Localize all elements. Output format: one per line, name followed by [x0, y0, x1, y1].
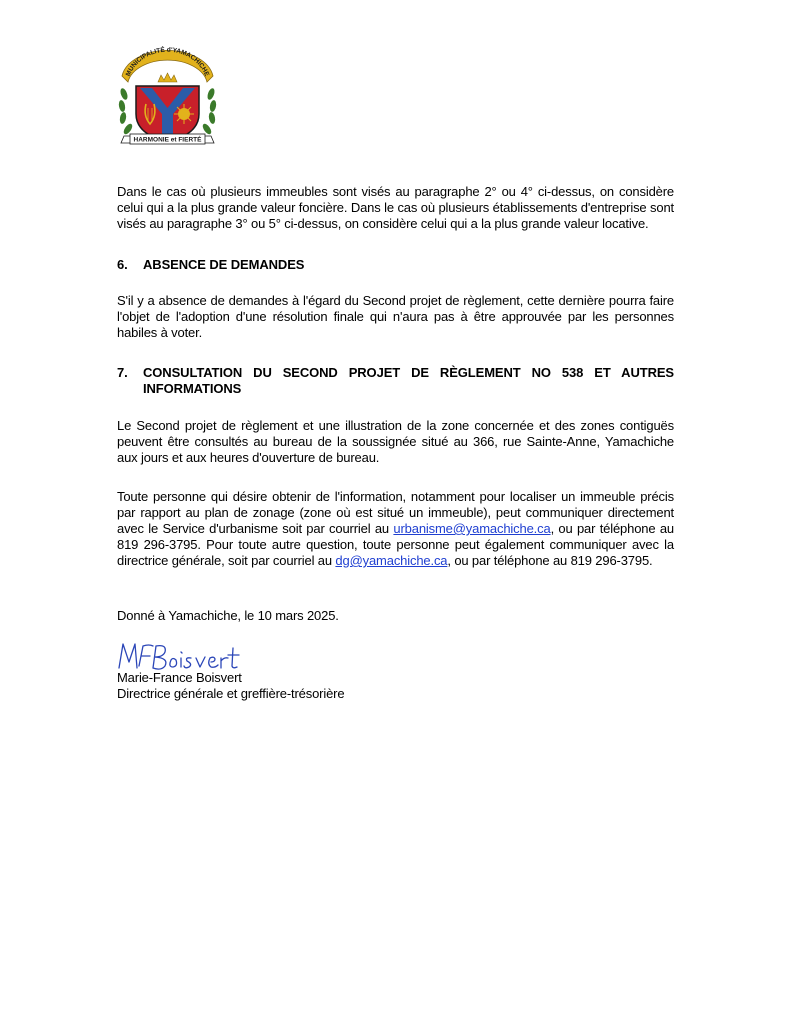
section-title: CONSULTATION DU SECOND PROJET DE RÈGLEMENT NO 538 ET AUTRES INFORMATIONS [143, 365, 674, 396]
signatory-title: Directrice générale et greffière-trésorière [117, 686, 345, 701]
section-7-heading [117, 365, 674, 397]
paragraph-text: Dans le cas où plusieurs immeubles sont visés au paragraphe 2° ou 4° ci-dessus, on considère celui qui a la plus grande valeur foncière. Dans le cas où plusieurs établissements d'entreprise sont visés au paragraphe 3° ou 5° ci-dessus, on considère celui qui a la plus grande valeur locative. [117, 184, 674, 231]
signatory-name: Marie-France Boisvert [117, 670, 242, 685]
section-title: ABSENCE DE DEMANDES [143, 257, 305, 272]
paragraph-text [117, 489, 674, 569]
paragraph-valuation [117, 184, 674, 232]
section-number: 7. [117, 365, 128, 380]
section-7-body-contact [117, 489, 674, 569]
paragraph-text: Le Second projet de règlement et une illustration de la zone concernée et des zones contiguës peuvent être consultés au bureau de la soussignée situé au 366, rue Sainte-Anne, Yamachiche aux jours et aux heures d'ouverture de bureau. [117, 418, 674, 465]
contact-text-1: Toute personne qui désire obtenir de l'information, notamment pour localiser un immeuble précis par rapport au plan de zonage (zone où est situé un immeuble), peut communiquer directement avec le Service d'urbanisme soit par courriel au [117, 489, 674, 536]
section-number: 6. [117, 257, 128, 272]
contact-text-3: , ou par téléphone au 819 296-3795. [447, 553, 653, 568]
section-6-body [117, 293, 674, 341]
paragraph-text: S'il y a absence de demandes à l'égard du Second projet de règlement, cette dernière pourra faire l'objet de l'adoption d'une résolution finale qui n'aura pas à être approuvée par les personnes habiles à voter. [117, 293, 674, 340]
email-link-dg[interactable]: dg@yamachiche.ca [335, 553, 448, 568]
municipality-crest-logo [110, 42, 225, 154]
email-link-urbanisme[interactable]: urbanisme@yamachiche.ca [393, 521, 551, 536]
svg-text:HARMONIE et FIERTÉ: HARMONIE et FIERTÉ [133, 136, 202, 144]
contact-text-2: , ou par téléphone au 819 296-3795. Pour toute autre question, toute personne peut également communiquer avec la directrice générale, soit par courriel au [117, 521, 674, 568]
svg-text:MUNICIPALITÉ d'YAMACHICHE: MUNICIPALITÉ d'YAMACHICHE [124, 46, 211, 78]
section-7-body-consultation [117, 418, 674, 466]
date-line: Donné à Yamachiche, le 10 mars 2025. [117, 608, 339, 623]
section-6-heading [117, 257, 674, 273]
